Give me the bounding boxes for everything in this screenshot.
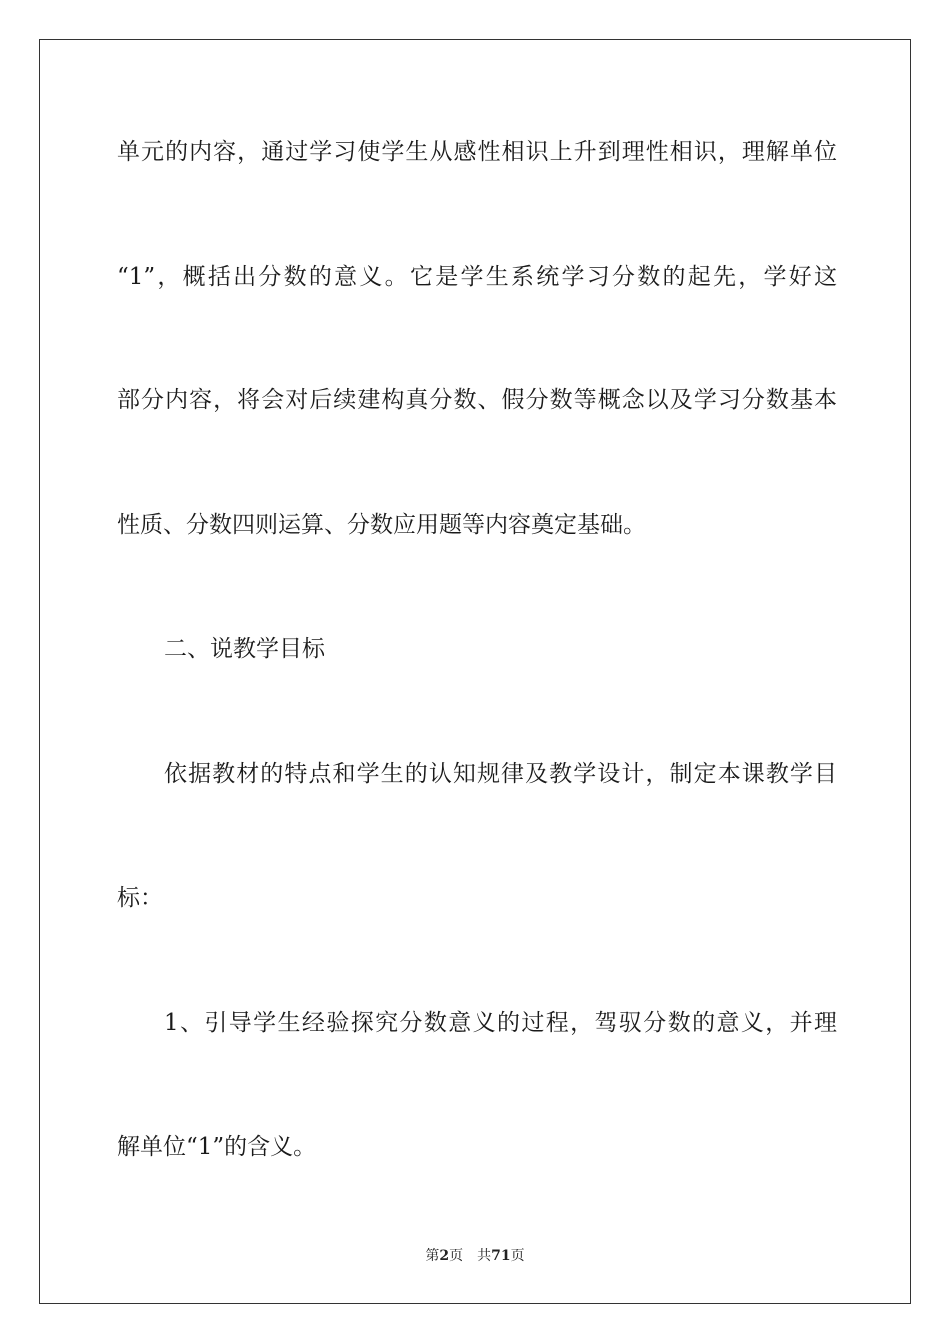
footer-total-prefix: 共: [477, 1248, 492, 1264]
footer-total-pages: 71: [491, 1248, 511, 1264]
footer-total-suffix: 页: [510, 1248, 525, 1264]
section-heading: 二、说教学目标: [164, 636, 325, 662]
body-line-9: 解单位“1”的含义。: [117, 1134, 317, 1160]
body-line-8: 1、引导学生经验探究分数意义的过程，驾驭分数的意义，并理: [164, 1010, 837, 1036]
body-line-1: 单元的内容，通过学习使学生从感性相识上升到理性相识，理解单位: [117, 139, 837, 165]
footer-page-prefix: 第: [425, 1248, 440, 1264]
body-line-6: 依据教材的特点和学生的认知规律及教学设计，制定本课教学目: [164, 761, 837, 787]
footer-page-suffix: 页: [449, 1248, 464, 1264]
page-border: [39, 39, 911, 1304]
body-line-2: “1”，概括出分数的意义。它是学生系统学习分数的起先，学好这: [117, 264, 837, 290]
body-line-3: 部分内容，将会对后续建构真分数、假分数等概念以及学习分数基本: [117, 387, 837, 413]
page-footer: [0, 1247, 950, 1265]
body-line-4: 性质、分数四则运算、分数应用题等内容奠定基础。: [117, 512, 646, 538]
footer-page-number: 2: [439, 1248, 450, 1264]
body-line-7: 标：: [117, 885, 163, 911]
